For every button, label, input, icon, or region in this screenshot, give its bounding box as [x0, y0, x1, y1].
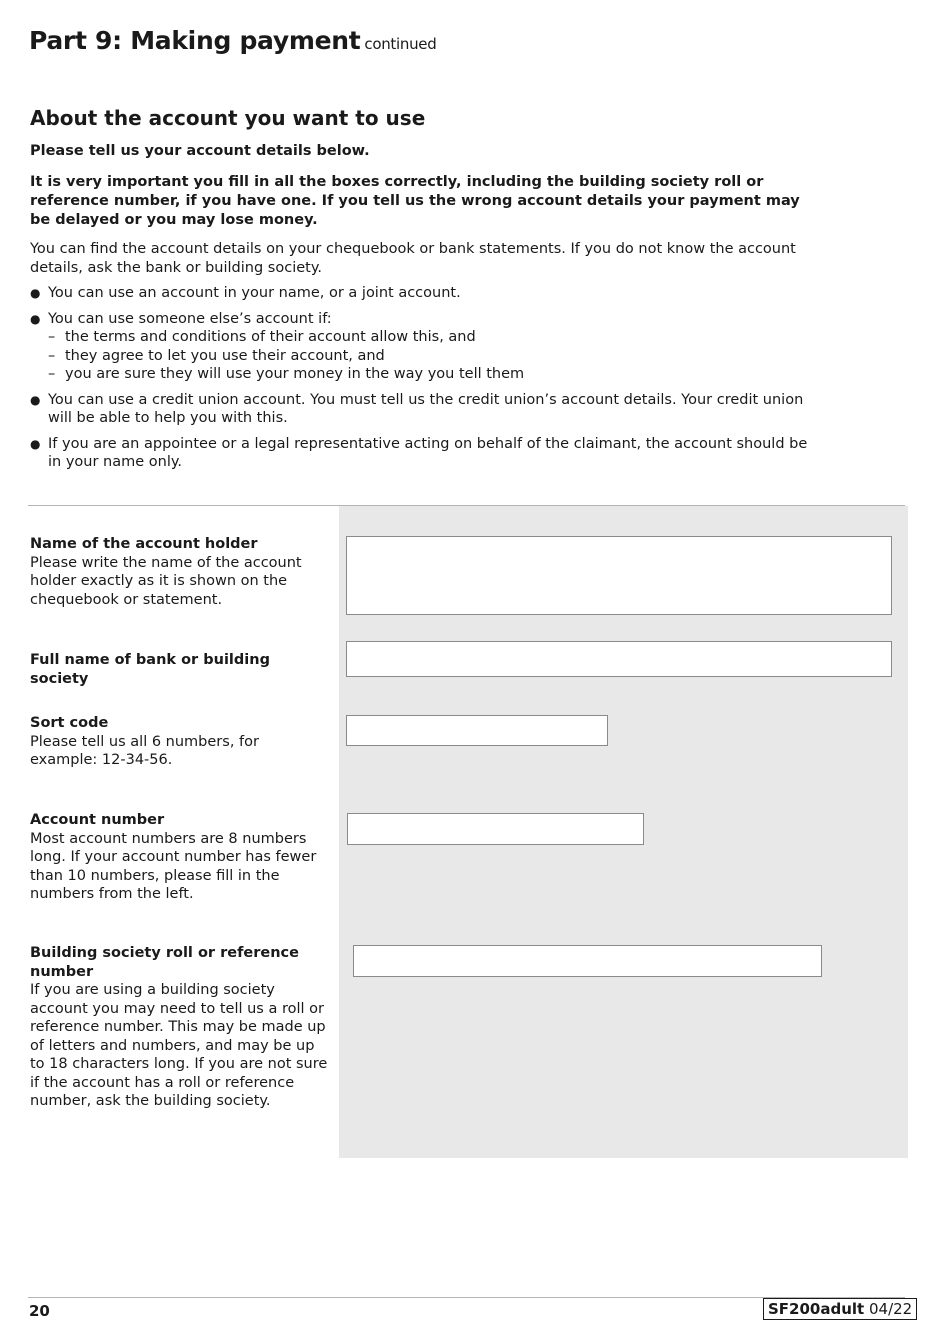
bank-name-field[interactable]: [346, 641, 892, 677]
sort-code-field[interactable]: [346, 715, 608, 746]
sort-code-label-group: [30, 714, 330, 770]
bullet-item: [30, 435, 810, 472]
account-number-help: Most account numbers are 8 numbers long. If your account number has fewer than 10 numbers, please fill in the numbers from the left.: [30, 830, 317, 902]
account-holder-label: Name of the account holder: [30, 536, 258, 552]
form-code-badge: [763, 1298, 917, 1320]
roll-number-help: If you are using a building society account you may need to tell us a roll or reference number. This may be made up of letters and numbers, and may be up to 18 characters long. If you are not sure if the account has a roll or reference number, ask the building society.: [30, 982, 328, 1109]
bullet-text: You can use someone else’s account if:: [48, 310, 332, 327]
intro-text: You can find the account details on your chequebook or bank statements. If you do not know the account details, ask the bank or building society.: [30, 241, 796, 276]
page-number: 20: [29, 1302, 50, 1320]
intro-bold-1: Please tell us your account details below.: [30, 143, 370, 159]
bullet-item: [30, 284, 810, 303]
bullet-item: [30, 391, 810, 428]
sub-list-item: – they agree to let you use their account, and: [48, 347, 810, 366]
bank-name-label: Full name of bank or building society: [30, 652, 270, 687]
bullet-text: If you are an appointee or a legal representative acting on behalf of the claimant, the account should be in your name only.: [48, 435, 808, 470]
bullet-text: You can use an account in your name, or a joint account.: [48, 285, 461, 301]
section-heading: About the account you want to use: [30, 106, 426, 130]
roll-number-field[interactable]: [353, 945, 822, 977]
account-holder-help: Please write the name of the account holder exactly as it is shown on the chequebook or statement.: [30, 554, 302, 608]
intro-bold-2: It is very important you fill in all the boxes correctly, including the building society roll or reference number, if you have one. If you tell us the wrong account details your payment may be delayed or you may lose money.: [30, 174, 800, 228]
account-number-label-group: [30, 811, 330, 904]
sort-code-help: Please tell us all 6 numbers, for example: 12-34-56.: [30, 733, 259, 768]
account-number-field[interactable]: [347, 813, 644, 845]
account-holder-label-group: [30, 535, 330, 609]
page-title: [29, 26, 436, 55]
sub-list-item: – the terms and conditions of their account allow this, and: [48, 328, 810, 347]
account-holder-field[interactable]: [346, 536, 892, 615]
bullet-item: [30, 310, 810, 384]
page-title-continued: continued: [364, 35, 437, 53]
sort-code-label: Sort code: [30, 715, 109, 731]
form-code: SF200adult: [768, 1300, 865, 1318]
bank-name-label-group: [30, 651, 330, 688]
sub-list-item: – you are sure they will use your money in the way you tell them: [48, 365, 810, 384]
form-version: 04/22: [869, 1300, 913, 1318]
bullet-text: You can use a credit union account. You must tell us the credit union’s account details. Your credit union will be able to help you with this.: [48, 391, 804, 426]
account-number-label: Account number: [30, 812, 165, 828]
sub-list: [48, 328, 810, 384]
roll-number-label-group: [30, 944, 330, 1111]
page-title-text: Part 9: Making payment: [29, 26, 361, 55]
info-bullet-list: [30, 284, 810, 479]
roll-number-label: Building society roll or reference number: [30, 945, 299, 980]
